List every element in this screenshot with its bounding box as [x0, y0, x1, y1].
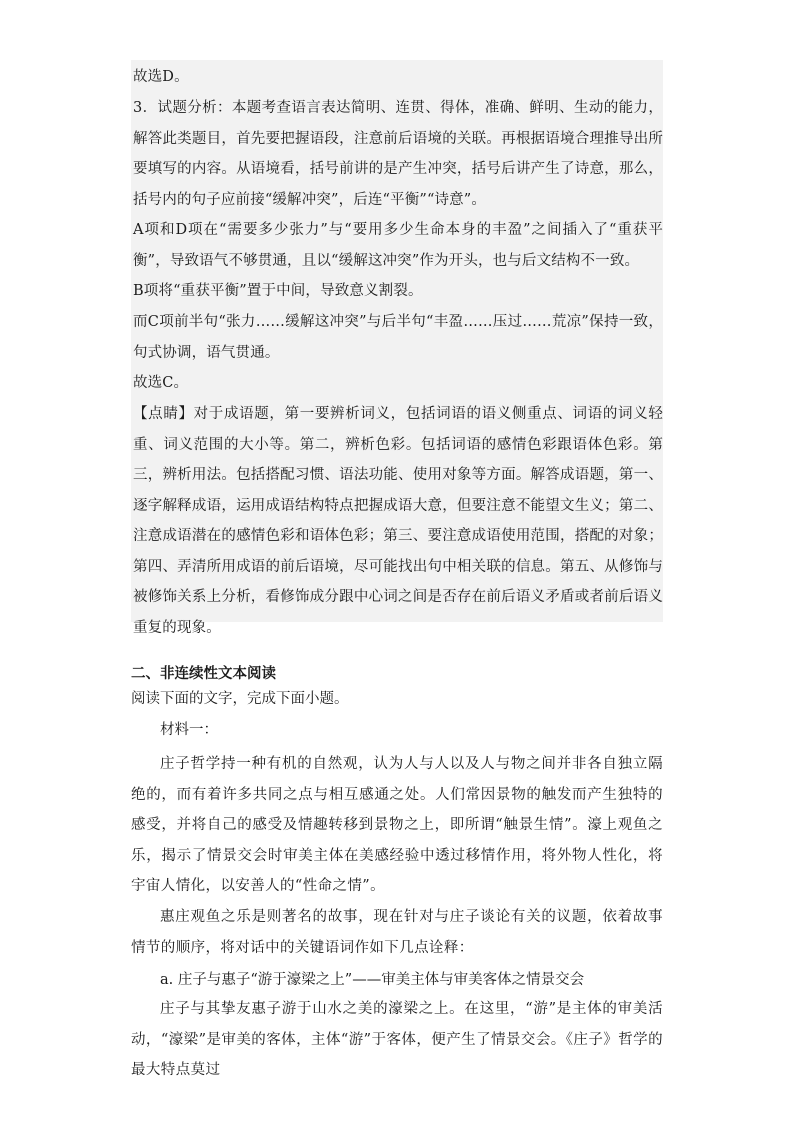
option-b-analysis: B项将“重获平衡”置于中间，导致意义割裂。	[133, 283, 423, 299]
answer-explanation-block	[131, 60, 663, 636]
material-paragraph-2: 惠庄观鱼之乐是则著名的故事，现在针对与庄子谈论有关的议题，依着故事情节的顺序，将对话中的关键语词作如下几点诠释：	[131, 909, 663, 956]
material-item-a: a. 庄子与惠子“游于濠梁之上”——审美主体与审美客体之情景交会	[160, 972, 585, 988]
material-label: 材料一：	[160, 722, 218, 738]
section-instruction: 阅读下面的文字，完成下面小题。	[131, 691, 349, 707]
answer-choice-c: 故选C。	[133, 375, 189, 391]
section-title: 二、非连续性文本阅读	[131, 666, 276, 682]
tips-paragraph: 【点睛】对于成语题，第一要辨析词义，包括词语的语义侧重点、词语的词义轻重、词义范围的大小等。第二，辨析色彩。包括词语的感情色彩跟语体色彩。第三，辨析用法。包括搭配习惯、语法功能、使用对象等方面。解答成语题，第一、逐字解释成语，运用成语结构特点把握成语大意，但要注意不能望文生义；第二、注意成语潜在的感情色彩和语体色彩；第三、要注意成语使用范围，搭配的对象；第四、弄清所用成语的前后语境，尽可能找出句中相关联的信息。第五、从修饰与被修饰关系上分析，看修饰成分跟中心词之间是否存在前后语义矛盾或者前后语义重复的现象。	[133, 406, 663, 636]
option-c-analysis: 而C项前半句“张力……缓解这冲突”与后半句“丰盈……压过……荒凉”保持一致，句式协调，语气贯通。	[133, 314, 663, 361]
material-paragraph-3: 庄子与其挚友惠子游于山水之美的濠梁之上。在这里，“游”是主体的审美活动，“濠梁”是审美的客体，主体“游”于客体，便产生了情景交会。《庄子》哲学的最大特点莫过	[131, 1001, 663, 1078]
material-paragraph-1: 庄子哲学持一种有机的自然观，认为人与人以及人与物之间并非各自独立隔绝的，而有着许多共同之点与相互感通之处。人们常因景物的触发而产生独特的感受，并将自己的感受及情趣转移到景物之上，即所谓“触景生情”。濠上观鱼之乐，揭示了情景交会时审美主体在美感经验中透过移情作用，将外物人性化，将宇宙人情化，以安善人的“性命之情”。	[131, 756, 663, 894]
answer-choice-d: 故选D。	[133, 69, 189, 85]
option-a-d-analysis: A项和D项在“需要多少张力”与“要用多少生命本身的丰盈”之间插入了“重获平衡”，导致语气不够贯通，且以“缓解这冲突”作为开头，也与后文结构不一致。	[133, 222, 663, 269]
question-3-analysis: 3．试题分析：本题考查语言表达简明、连贯、得体，准确、鲜明、生动的能力，解答此类题目，首先要把握语段，注意前后语境的关联。再根据语境合理推导出所要填写的内容。从语境看，括号前讲的是产生冲突，括号后讲产生了诗意，那么，括号内的句子应前接“缓解冲突”，后连“平衡”“诗意”。	[133, 100, 663, 208]
